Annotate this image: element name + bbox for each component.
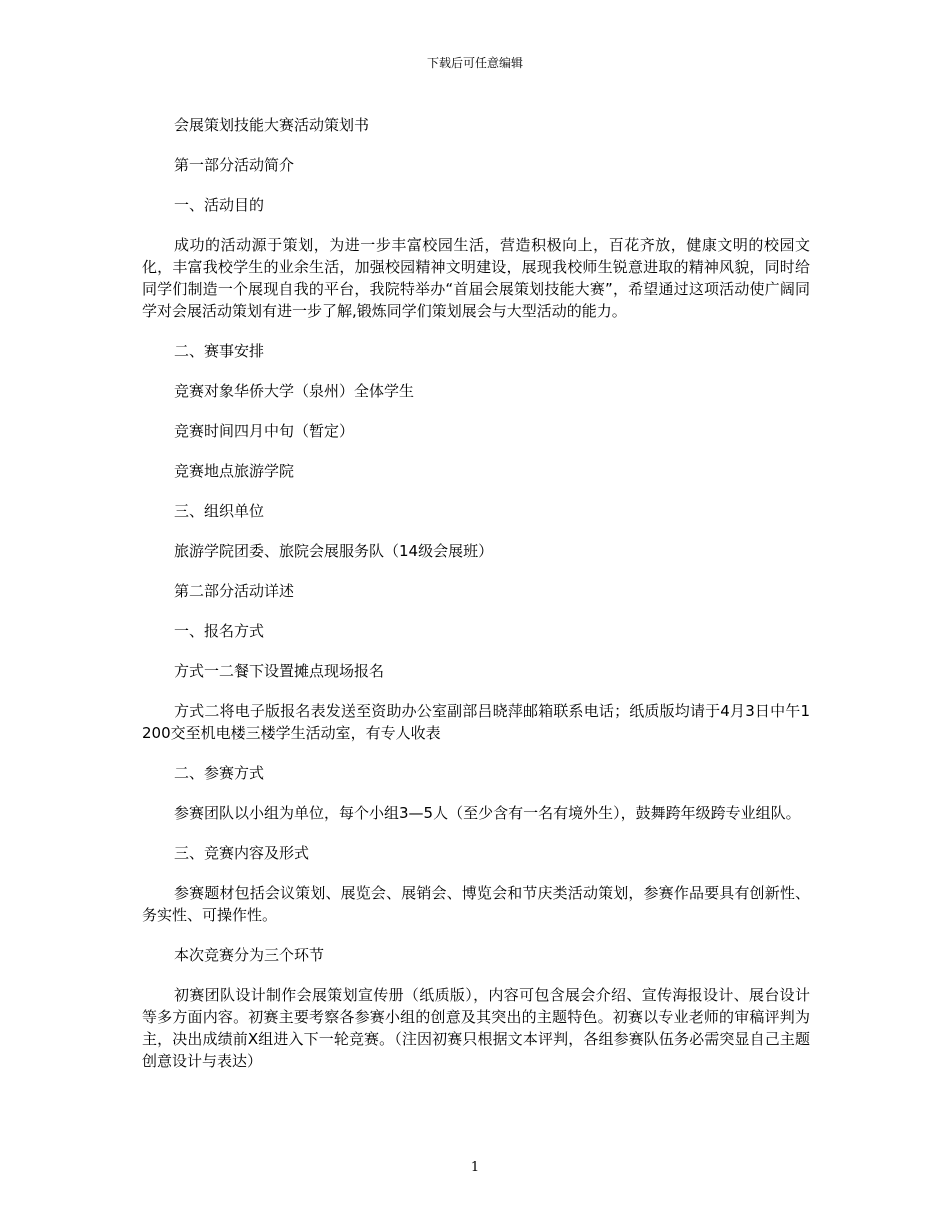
- paragraph: 本次竞赛分为三个环节: [174, 946, 325, 964]
- subsection-heading: 二、参赛方式: [174, 764, 265, 782]
- section-heading: 第一部分活动简介: [174, 156, 295, 174]
- page-header: 下载后可任意编辑: [426, 56, 523, 70]
- document-body: [142, 114, 810, 1090]
- paragraph: 竞赛时间四月中旬（暂定）: [174, 422, 355, 440]
- subsection-heading: 三、组织单位: [174, 502, 265, 520]
- section-heading: 第二部分活动详述: [174, 582, 295, 600]
- subsection-heading: 三、竞赛内容及形式: [174, 844, 310, 862]
- subsection-heading: 一、报名方式: [174, 622, 265, 640]
- paragraph: 初赛团队设计制作会展策划宣传册（纸质版），内容可包含展会介绍、宣传海报设计、展台设计等多方面内容。初赛主要考察各参赛小组的创意及其突出的主题特色。初赛以专业老师的审稿评判为主，决出成绩前X组进入下一轮竞赛。（注因初赛只根据文本评判，各组参赛队伍务必需突显自己主题创意设计与表达）: [142, 986, 810, 1070]
- paragraph: 竞赛对象华侨大学（泉州）全体学生: [174, 382, 415, 400]
- subsection-heading: 二、赛事安排: [174, 342, 265, 360]
- paragraph: 参赛题材包括会议策划、展览会、展销会、博览会和节庆类活动策划，参赛作品要具有创新性、务实性、可操作性。: [142, 884, 810, 924]
- subsection-heading: 一、活动目的: [174, 196, 265, 214]
- paragraph: 方式二将电子版报名表发送至资助办公室副部吕晓萍邮箱联系电话；纸质版均请于4月3日中午1200交至机电楼三楼学生活动室，有专人收表: [142, 702, 810, 742]
- paragraph: 参赛团队以小组为单位，每个小组3—5人（至少含有一名有境外生），鼓舞跨年级跨专业组队。: [174, 804, 801, 822]
- paragraph: 方式一二餐下设置摊点现场报名: [174, 662, 385, 680]
- paragraph: 竞赛地点旅游学院: [174, 462, 295, 480]
- paragraph: 旅游学院团委、旅院会展服务队（14级会展班）: [174, 542, 494, 560]
- page-number: 1: [470, 1160, 480, 1175]
- paragraph: 成功的活动源于策划，为进一步丰富校园生活，营造积极向上，百花齐放，健康文明的校园文化，丰富我校学生的业余生活，加强校园精神文明建设，展现我校师生锐意进取的精神风貌，同时给同学们制造一个展现自我的平台，我院特举办“首届会展策划技能大赛”，希望通过这项活动使广阔同学对会展活动策划有进一步了解,锻炼同学们策划展会与大型活动的能力。: [142, 236, 810, 320]
- doc-title: 会展策划技能大赛活动策划书: [174, 116, 370, 134]
